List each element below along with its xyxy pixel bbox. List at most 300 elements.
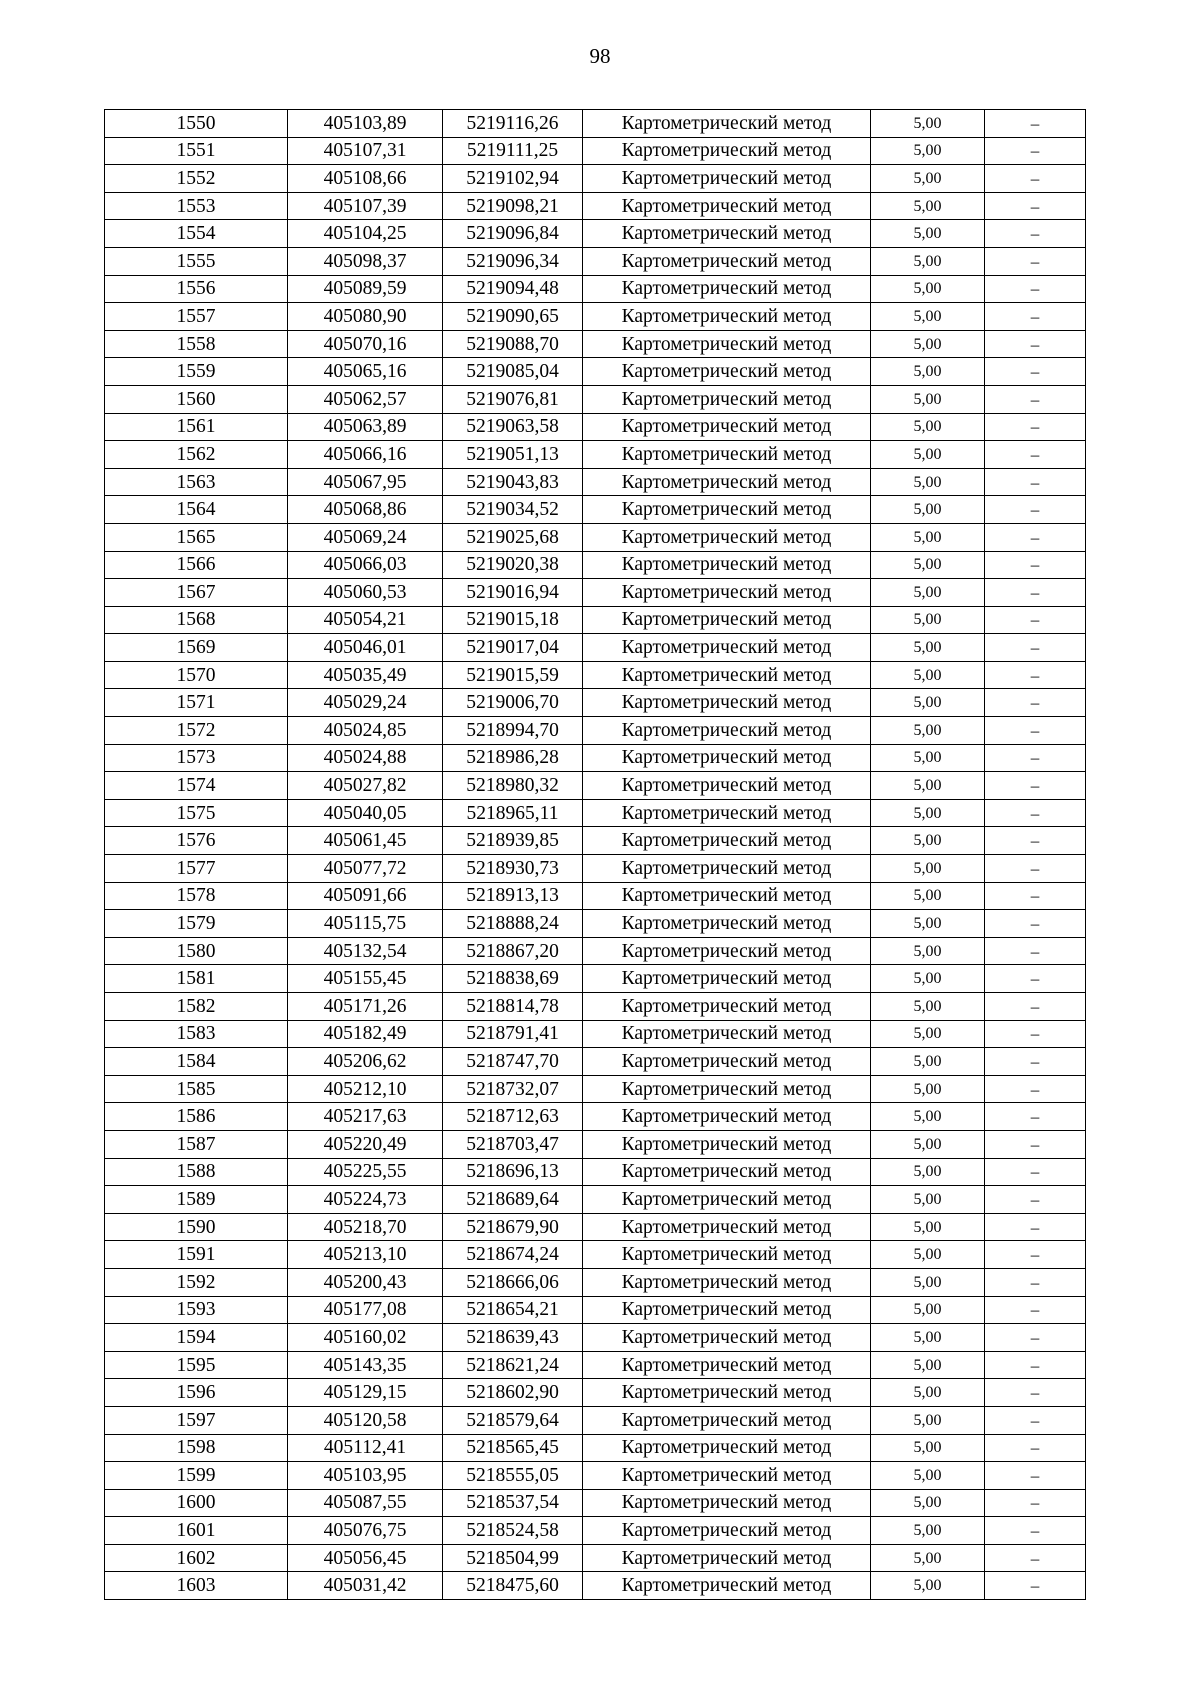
point-number-cell: 1580 xyxy=(105,937,288,965)
error-cell: 5,00 xyxy=(871,1213,985,1241)
x-coordinate-cell: 405108,66 xyxy=(288,165,443,193)
point-number-cell: 1561 xyxy=(105,413,288,441)
error-cell: 5,00 xyxy=(871,1103,985,1131)
point-number-cell: 1555 xyxy=(105,247,288,275)
y-coordinate-cell: 5218696,13 xyxy=(443,1158,583,1186)
note-cell: – xyxy=(985,1213,1086,1241)
method-cell: Картометрический метод xyxy=(583,468,871,496)
note-cell: – xyxy=(985,110,1086,138)
table-row xyxy=(105,827,1086,855)
error-cell: 5,00 xyxy=(871,1158,985,1186)
point-number-cell: 1569 xyxy=(105,634,288,662)
table-row xyxy=(105,1434,1086,1462)
note-cell: – xyxy=(985,468,1086,496)
y-coordinate-cell: 5219098,21 xyxy=(443,192,583,220)
note-cell: – xyxy=(985,1379,1086,1407)
note-cell: – xyxy=(985,1544,1086,1572)
method-cell: Картометрический метод xyxy=(583,496,871,524)
point-number-cell: 1566 xyxy=(105,551,288,579)
x-coordinate-cell: 405200,43 xyxy=(288,1268,443,1296)
y-coordinate-cell: 5218986,28 xyxy=(443,744,583,772)
x-coordinate-cell: 405089,59 xyxy=(288,275,443,303)
note-cell: – xyxy=(985,689,1086,717)
y-coordinate-cell: 5218504,99 xyxy=(443,1544,583,1572)
y-coordinate-cell: 5219006,70 xyxy=(443,689,583,717)
table-row xyxy=(105,910,1086,938)
error-cell: 5,00 xyxy=(871,1572,985,1600)
y-coordinate-cell: 5219016,94 xyxy=(443,579,583,607)
point-number-cell: 1598 xyxy=(105,1434,288,1462)
x-coordinate-cell: 405066,03 xyxy=(288,551,443,579)
method-cell: Картометрический метод xyxy=(583,910,871,938)
error-cell: 5,00 xyxy=(871,1020,985,1048)
method-cell: Картометрический метод xyxy=(583,855,871,883)
method-cell: Картометрический метод xyxy=(583,744,871,772)
note-cell: – xyxy=(985,1020,1086,1048)
error-cell: 5,00 xyxy=(871,192,985,220)
y-coordinate-cell: 5218679,90 xyxy=(443,1213,583,1241)
table-row xyxy=(105,137,1086,165)
y-coordinate-cell: 5218747,70 xyxy=(443,1048,583,1076)
table-row xyxy=(105,855,1086,883)
note-cell: – xyxy=(985,1489,1086,1517)
x-coordinate-cell: 405077,72 xyxy=(288,855,443,883)
y-coordinate-cell: 5218621,24 xyxy=(443,1351,583,1379)
method-cell: Картометрический метод xyxy=(583,661,871,689)
y-coordinate-cell: 5218814,78 xyxy=(443,993,583,1021)
point-number-cell: 1553 xyxy=(105,192,288,220)
table-row xyxy=(105,165,1086,193)
point-number-cell: 1586 xyxy=(105,1103,288,1131)
method-cell: Картометрический метод xyxy=(583,1158,871,1186)
table-row xyxy=(105,275,1086,303)
x-coordinate-cell: 405217,63 xyxy=(288,1103,443,1131)
error-cell: 5,00 xyxy=(871,910,985,938)
method-cell: Картометрический метод xyxy=(583,799,871,827)
method-cell: Картометрический метод xyxy=(583,1544,871,1572)
method-cell: Картометрический метод xyxy=(583,1296,871,1324)
point-number-cell: 1568 xyxy=(105,606,288,634)
y-coordinate-cell: 5219015,18 xyxy=(443,606,583,634)
point-number-cell: 1602 xyxy=(105,1544,288,1572)
x-coordinate-cell: 405218,70 xyxy=(288,1213,443,1241)
table-row xyxy=(105,468,1086,496)
method-cell: Картометрический метод xyxy=(583,1213,871,1241)
method-cell: Картометрический метод xyxy=(583,385,871,413)
y-coordinate-cell: 5218524,58 xyxy=(443,1517,583,1545)
table-row xyxy=(105,1213,1086,1241)
point-number-cell: 1597 xyxy=(105,1406,288,1434)
method-cell: Картометрический метод xyxy=(583,772,871,800)
y-coordinate-cell: 5218674,24 xyxy=(443,1241,583,1269)
table-row xyxy=(105,413,1086,441)
method-cell: Картометрический метод xyxy=(583,110,871,138)
y-coordinate-cell: 5219020,38 xyxy=(443,551,583,579)
method-cell: Картометрический метод xyxy=(583,717,871,745)
table-row xyxy=(105,993,1086,1021)
note-cell: – xyxy=(985,1434,1086,1462)
table-row xyxy=(105,385,1086,413)
table-row xyxy=(105,799,1086,827)
y-coordinate-cell: 5218965,11 xyxy=(443,799,583,827)
method-cell: Картометрический метод xyxy=(583,689,871,717)
y-coordinate-cell: 5219096,34 xyxy=(443,247,583,275)
point-number-cell: 1590 xyxy=(105,1213,288,1241)
table-row xyxy=(105,1324,1086,1352)
note-cell: – xyxy=(985,192,1086,220)
method-cell: Картометрический метод xyxy=(583,441,871,469)
method-cell: Картометрический метод xyxy=(583,1130,871,1158)
point-number-cell: 1563 xyxy=(105,468,288,496)
x-coordinate-cell: 405098,37 xyxy=(288,247,443,275)
error-cell: 5,00 xyxy=(871,689,985,717)
error-cell: 5,00 xyxy=(871,1544,985,1572)
note-cell: – xyxy=(985,496,1086,524)
y-coordinate-cell: 5218689,64 xyxy=(443,1186,583,1214)
note-cell: – xyxy=(985,523,1086,551)
note-cell: – xyxy=(985,1186,1086,1214)
note-cell: – xyxy=(985,606,1086,634)
x-coordinate-cell: 405076,75 xyxy=(288,1517,443,1545)
x-coordinate-cell: 405107,31 xyxy=(288,137,443,165)
table-row xyxy=(105,1130,1086,1158)
note-cell: – xyxy=(985,385,1086,413)
error-cell: 5,00 xyxy=(871,1241,985,1269)
method-cell: Картометрический метод xyxy=(583,247,871,275)
note-cell: – xyxy=(985,1296,1086,1324)
method-cell: Картометрический метод xyxy=(583,1489,871,1517)
y-coordinate-cell: 5218791,41 xyxy=(443,1020,583,1048)
table-row xyxy=(105,1075,1086,1103)
table-row xyxy=(105,1406,1086,1434)
y-coordinate-cell: 5219090,65 xyxy=(443,303,583,331)
note-cell: – xyxy=(985,1462,1086,1490)
error-cell: 5,00 xyxy=(871,468,985,496)
y-coordinate-cell: 5219043,83 xyxy=(443,468,583,496)
y-coordinate-cell: 5219094,48 xyxy=(443,275,583,303)
y-coordinate-cell: 5219111,25 xyxy=(443,137,583,165)
error-cell: 5,00 xyxy=(871,827,985,855)
x-coordinate-cell: 405206,62 xyxy=(288,1048,443,1076)
note-cell: – xyxy=(985,937,1086,965)
x-coordinate-cell: 405143,35 xyxy=(288,1351,443,1379)
point-number-cell: 1587 xyxy=(105,1130,288,1158)
table-row xyxy=(105,634,1086,662)
error-cell: 5,00 xyxy=(871,496,985,524)
point-number-cell: 1554 xyxy=(105,220,288,248)
x-coordinate-cell: 405060,53 xyxy=(288,579,443,607)
y-coordinate-cell: 5219076,81 xyxy=(443,385,583,413)
error-cell: 5,00 xyxy=(871,220,985,248)
y-coordinate-cell: 5219085,04 xyxy=(443,358,583,386)
point-number-cell: 1557 xyxy=(105,303,288,331)
x-coordinate-cell: 405103,95 xyxy=(288,1462,443,1490)
y-coordinate-cell: 5219102,94 xyxy=(443,165,583,193)
note-cell: – xyxy=(985,1268,1086,1296)
x-coordinate-cell: 405155,45 xyxy=(288,965,443,993)
table-row xyxy=(105,523,1086,551)
table-row xyxy=(105,1489,1086,1517)
point-number-cell: 1572 xyxy=(105,717,288,745)
x-coordinate-cell: 405112,41 xyxy=(288,1434,443,1462)
page-number: 98 xyxy=(589,44,611,68)
point-number-cell: 1603 xyxy=(105,1572,288,1600)
point-number-cell: 1589 xyxy=(105,1186,288,1214)
point-number-cell: 1579 xyxy=(105,910,288,938)
note-cell: – xyxy=(985,799,1086,827)
x-coordinate-cell: 405070,16 xyxy=(288,330,443,358)
error-cell: 5,00 xyxy=(871,772,985,800)
note-cell: – xyxy=(985,1130,1086,1158)
error-cell: 5,00 xyxy=(871,1130,985,1158)
y-coordinate-cell: 5218994,70 xyxy=(443,717,583,745)
point-number-cell: 1578 xyxy=(105,882,288,910)
table-row xyxy=(105,1379,1086,1407)
point-number-cell: 1550 xyxy=(105,110,288,138)
error-cell: 5,00 xyxy=(871,855,985,883)
point-number-cell: 1575 xyxy=(105,799,288,827)
error-cell: 5,00 xyxy=(871,634,985,662)
method-cell: Картометрический метод xyxy=(583,137,871,165)
error-cell: 5,00 xyxy=(871,110,985,138)
note-cell: – xyxy=(985,275,1086,303)
x-coordinate-cell: 405091,66 xyxy=(288,882,443,910)
table-row xyxy=(105,247,1086,275)
y-coordinate-cell: 5218602,90 xyxy=(443,1379,583,1407)
x-coordinate-cell: 405035,49 xyxy=(288,661,443,689)
error-cell: 5,00 xyxy=(871,606,985,634)
method-cell: Картометрический метод xyxy=(583,1103,871,1131)
table-row xyxy=(105,1462,1086,1490)
x-coordinate-cell: 405177,08 xyxy=(288,1296,443,1324)
y-coordinate-cell: 5218666,06 xyxy=(443,1268,583,1296)
point-number-cell: 1576 xyxy=(105,827,288,855)
error-cell: 5,00 xyxy=(871,1434,985,1462)
error-cell: 5,00 xyxy=(871,523,985,551)
point-number-cell: 1588 xyxy=(105,1158,288,1186)
point-number-cell: 1559 xyxy=(105,358,288,386)
table-row xyxy=(105,717,1086,745)
x-coordinate-cell: 405225,55 xyxy=(288,1158,443,1186)
x-coordinate-cell: 405046,01 xyxy=(288,634,443,662)
point-number-cell: 1564 xyxy=(105,496,288,524)
method-cell: Картометрический метод xyxy=(583,1268,871,1296)
note-cell: – xyxy=(985,661,1086,689)
note-cell: – xyxy=(985,965,1086,993)
error-cell: 5,00 xyxy=(871,661,985,689)
y-coordinate-cell: 5218913,13 xyxy=(443,882,583,910)
point-number-cell: 1585 xyxy=(105,1075,288,1103)
y-coordinate-cell: 5219017,04 xyxy=(443,634,583,662)
table-row xyxy=(105,1241,1086,1269)
method-cell: Картометрический метод xyxy=(583,330,871,358)
table-row xyxy=(105,744,1086,772)
table-row xyxy=(105,1048,1086,1076)
y-coordinate-cell: 5218712,63 xyxy=(443,1103,583,1131)
table-row xyxy=(105,220,1086,248)
error-cell: 5,00 xyxy=(871,385,985,413)
x-coordinate-cell: 405065,16 xyxy=(288,358,443,386)
x-coordinate-cell: 405062,57 xyxy=(288,385,443,413)
x-coordinate-cell: 405029,24 xyxy=(288,689,443,717)
table-row xyxy=(105,110,1086,138)
error-cell: 5,00 xyxy=(871,1462,985,1490)
table-row xyxy=(105,661,1086,689)
table-row xyxy=(105,441,1086,469)
table-row xyxy=(105,1103,1086,1131)
y-coordinate-cell: 5219015,59 xyxy=(443,661,583,689)
error-cell: 5,00 xyxy=(871,717,985,745)
note-cell: – xyxy=(985,772,1086,800)
point-number-cell: 1556 xyxy=(105,275,288,303)
method-cell: Картометрический метод xyxy=(583,1075,871,1103)
table-row xyxy=(105,358,1086,386)
x-coordinate-cell: 405115,75 xyxy=(288,910,443,938)
table-row xyxy=(105,606,1086,634)
y-coordinate-cell: 5218930,73 xyxy=(443,855,583,883)
note-cell: – xyxy=(985,827,1086,855)
method-cell: Картометрический метод xyxy=(583,1048,871,1076)
point-number-cell: 1595 xyxy=(105,1351,288,1379)
table-row xyxy=(105,1572,1086,1600)
method-cell: Картометрический метод xyxy=(583,1241,871,1269)
table-row xyxy=(105,689,1086,717)
method-cell: Картометрический метод xyxy=(583,1406,871,1434)
point-number-cell: 1565 xyxy=(105,523,288,551)
note-cell: – xyxy=(985,1103,1086,1131)
note-cell: – xyxy=(985,1048,1086,1076)
table-row xyxy=(105,1186,1086,1214)
method-cell: Картометрический метод xyxy=(583,993,871,1021)
error-cell: 5,00 xyxy=(871,303,985,331)
x-coordinate-cell: 405031,42 xyxy=(288,1572,443,1600)
point-number-cell: 1593 xyxy=(105,1296,288,1324)
note-cell: – xyxy=(985,441,1086,469)
y-coordinate-cell: 5218537,54 xyxy=(443,1489,583,1517)
error-cell: 5,00 xyxy=(871,413,985,441)
table-row xyxy=(105,772,1086,800)
table-row xyxy=(105,330,1086,358)
point-number-cell: 1552 xyxy=(105,165,288,193)
error-cell: 5,00 xyxy=(871,1351,985,1379)
point-number-cell: 1574 xyxy=(105,772,288,800)
x-coordinate-cell: 405067,95 xyxy=(288,468,443,496)
x-coordinate-cell: 405107,39 xyxy=(288,192,443,220)
point-number-cell: 1600 xyxy=(105,1489,288,1517)
y-coordinate-cell: 5219051,13 xyxy=(443,441,583,469)
table-row xyxy=(105,965,1086,993)
method-cell: Картометрический метод xyxy=(583,1379,871,1407)
point-number-cell: 1560 xyxy=(105,385,288,413)
error-cell: 5,00 xyxy=(871,247,985,275)
error-cell: 5,00 xyxy=(871,275,985,303)
error-cell: 5,00 xyxy=(871,579,985,607)
error-cell: 5,00 xyxy=(871,1517,985,1545)
coordinates-table xyxy=(104,109,1086,1600)
note-cell: – xyxy=(985,551,1086,579)
point-number-cell: 1601 xyxy=(105,1517,288,1545)
x-coordinate-cell: 405069,24 xyxy=(288,523,443,551)
point-number-cell: 1571 xyxy=(105,689,288,717)
method-cell: Картометрический метод xyxy=(583,606,871,634)
error-cell: 5,00 xyxy=(871,330,985,358)
y-coordinate-cell: 5218838,69 xyxy=(443,965,583,993)
point-number-cell: 1570 xyxy=(105,661,288,689)
note-cell: – xyxy=(985,579,1086,607)
y-coordinate-cell: 5218639,43 xyxy=(443,1324,583,1352)
error-cell: 5,00 xyxy=(871,551,985,579)
method-cell: Картометрический метод xyxy=(583,579,871,607)
method-cell: Картометрический метод xyxy=(583,523,871,551)
y-coordinate-cell: 5219116,26 xyxy=(443,110,583,138)
error-cell: 5,00 xyxy=(871,1075,985,1103)
note-cell: – xyxy=(985,330,1086,358)
table-row xyxy=(105,1020,1086,1048)
x-coordinate-cell: 405040,05 xyxy=(288,799,443,827)
x-coordinate-cell: 405024,85 xyxy=(288,717,443,745)
table-row xyxy=(105,551,1086,579)
method-cell: Картометрический метод xyxy=(583,1186,871,1214)
error-cell: 5,00 xyxy=(871,744,985,772)
method-cell: Картометрический метод xyxy=(583,1517,871,1545)
note-cell: – xyxy=(985,1324,1086,1352)
point-number-cell: 1591 xyxy=(105,1241,288,1269)
point-number-cell: 1599 xyxy=(105,1462,288,1490)
x-coordinate-cell: 405160,02 xyxy=(288,1324,443,1352)
x-coordinate-cell: 405054,21 xyxy=(288,606,443,634)
point-number-cell: 1584 xyxy=(105,1048,288,1076)
point-number-cell: 1581 xyxy=(105,965,288,993)
table-row xyxy=(105,303,1086,331)
method-cell: Картометрический метод xyxy=(583,1324,871,1352)
note-cell: – xyxy=(985,220,1086,248)
y-coordinate-cell: 5218980,32 xyxy=(443,772,583,800)
y-coordinate-cell: 5218475,60 xyxy=(443,1572,583,1600)
method-cell: Картометрический метод xyxy=(583,965,871,993)
x-coordinate-cell: 405087,55 xyxy=(288,1489,443,1517)
note-cell: – xyxy=(985,1406,1086,1434)
y-coordinate-cell: 5218867,20 xyxy=(443,937,583,965)
method-cell: Картометрический метод xyxy=(583,827,871,855)
method-cell: Картометрический метод xyxy=(583,1572,871,1600)
point-number-cell: 1562 xyxy=(105,441,288,469)
note-cell: – xyxy=(985,1517,1086,1545)
note-cell: – xyxy=(985,910,1086,938)
table-row xyxy=(105,1268,1086,1296)
table-row xyxy=(105,1544,1086,1572)
method-cell: Картометрический метод xyxy=(583,1351,871,1379)
note-cell: – xyxy=(985,165,1086,193)
y-coordinate-cell: 5218555,05 xyxy=(443,1462,583,1490)
error-cell: 5,00 xyxy=(871,358,985,386)
method-cell: Картометрический метод xyxy=(583,192,871,220)
x-coordinate-cell: 405027,82 xyxy=(288,772,443,800)
note-cell: – xyxy=(985,1572,1086,1600)
y-coordinate-cell: 5219025,68 xyxy=(443,523,583,551)
x-coordinate-cell: 405068,86 xyxy=(288,496,443,524)
y-coordinate-cell: 5219034,52 xyxy=(443,496,583,524)
x-coordinate-cell: 405213,10 xyxy=(288,1241,443,1269)
note-cell: – xyxy=(985,634,1086,662)
y-coordinate-cell: 5219088,70 xyxy=(443,330,583,358)
error-cell: 5,00 xyxy=(871,1186,985,1214)
note-cell: – xyxy=(985,137,1086,165)
error-cell: 5,00 xyxy=(871,1489,985,1517)
y-coordinate-cell: 5218565,45 xyxy=(443,1434,583,1462)
note-cell: – xyxy=(985,1351,1086,1379)
point-number-cell: 1573 xyxy=(105,744,288,772)
note-cell: – xyxy=(985,358,1086,386)
